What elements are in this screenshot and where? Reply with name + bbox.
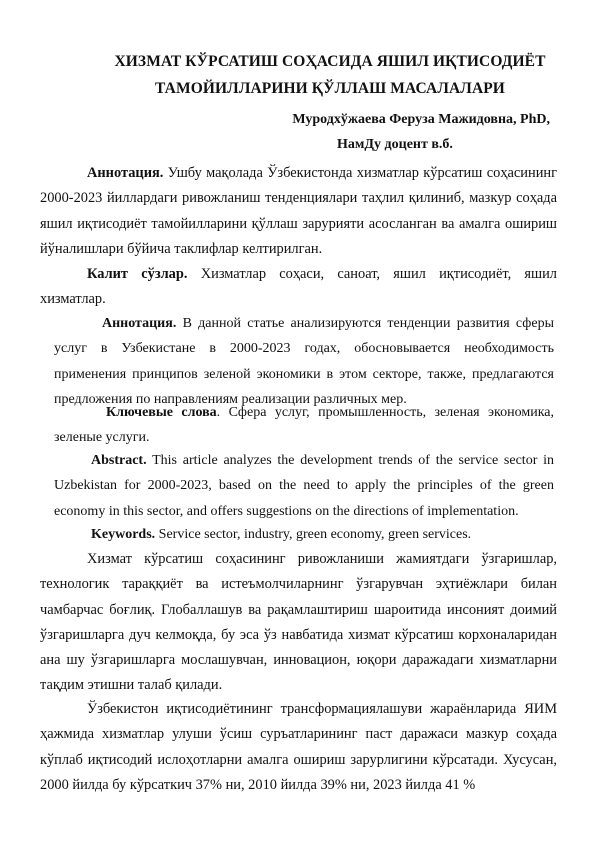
keywords-uz (40, 262, 557, 313)
abstract-ru (54, 311, 554, 412)
keywords-uz-text: Хизматлар соҳаси, саноат, яшил иқтисодиёт, яшил хизматлар. (40, 266, 557, 308)
body-paragraph-2: Ўзбекистон иқтисодиётининг трансформациялашуви жараёнларида ЯИМ ҳажмида хизматлар улуши ўсиш суръатларининг паст даражаси мазкур соҳада кўплаб иқтисодий ислоҳотларни амалга ошириш зарурлигини кўрсатади. Хусусан, 2000 йилда бу кўрсаткич 37% ни, 2010 йилда 39% ни, 2023 йилда 41 % (40, 701, 557, 793)
author-name: Муродхўжаева Феруза Мажидовна, PhD, (292, 112, 550, 127)
abstract-ru-text: В данной статье анализируются тенденции развития сферы услуг в Узбекистане в 2000-2023 годах, обосновывается необходимость применения принципов зеленой экономики в этом секторе, также, предлагаются предложения по направлениям реализации различных мер. (54, 316, 554, 407)
keywords-en (54, 522, 554, 547)
keywords-en-label: Keywords. (91, 527, 156, 542)
article-title-line-2: ТАМОЙИЛЛАРИНИ ҚЎЛЛАШ МАСАЛАЛАРИ (155, 80, 505, 97)
abstract-uz (40, 161, 557, 262)
abstract-uz-label: Аннотация. (87, 165, 164, 181)
abstract-uz-text: Ушбу мақолада Ўзбекистонда хизматлар кўрсатиш соҳасининг 2000-2023 йиллардаги ривожланиш тенденциялари таҳлил қилиниб, мазкур соҳада яшил иқтисодиёт тамойилларини қўллаш зарурияти асосланган ва амалга ошириш йўналишлари бўйича таклифлар келтирилган. (40, 165, 557, 257)
body-paragraph-1: Хизмат кўрсатиш соҳасининг ривожланиши жамиятдаги ўзгаришлар, технологик тараққиёт ва истеъмолчиларнинг ўзгарувчан эҳтиёжлари билан чамбарчас боғлиқ. Глобаллашув ва рақамлаштириш шароитида инсоният доимий ўзгаришларга дуч келмоқда, бу эса ўз навбатида хизмат кўрсатиш корхоналаридан ана шу ўзгаришларга мослашувчан, инновацион, юқори даражадаги хизматларни тақдим этишни талаб қилади. (40, 551, 557, 694)
author-position: НамДу доцент в.б. (337, 137, 453, 152)
article-title-line-1: ХИЗМАТ КЎРСАТИШ СОҲАСИДА ЯШИЛ ИҚТИСОДИЁТ (114, 53, 546, 70)
abstract-ru-label: Аннотация. (102, 316, 177, 331)
keywords-ru-text: . Сфера услуг, промышленность, зеленая экономика, зеленые услуги. (54, 405, 554, 446)
keywords-en-text: Service sector, industry, green economy, green services. (155, 527, 472, 542)
keywords-ru (54, 400, 554, 451)
abstract-en (54, 448, 554, 524)
keywords-uz-label: Калит сўзлар. (87, 266, 188, 282)
abstract-en-label: Abstract. (91, 453, 147, 468)
abstract-en-text: This article analyzes the development trends of the service sector in Uzbekistan for 2000-2023, based on the need to apply the principles of the green economy in this sector, and offers suggestions on the directions of implementation. (54, 453, 554, 519)
keywords-ru-label: Ключевые слова (106, 405, 217, 420)
